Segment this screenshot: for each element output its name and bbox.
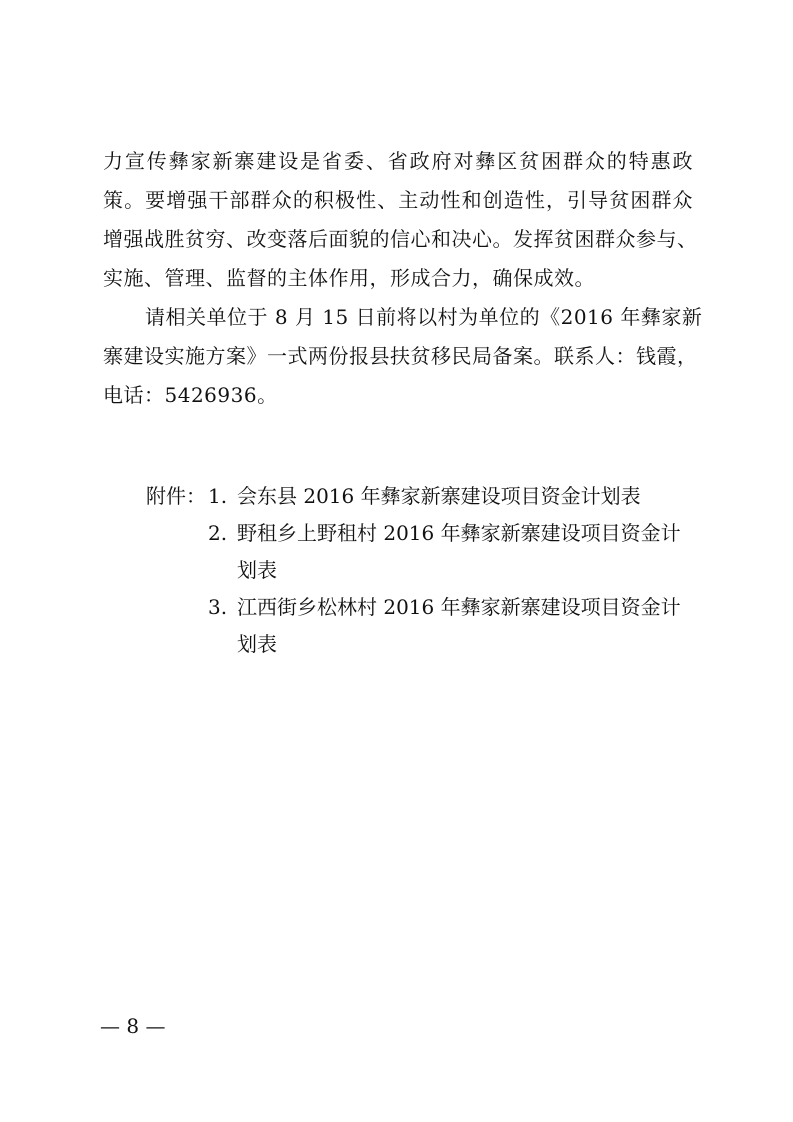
attachment-item bbox=[146, 515, 706, 552]
attachment-item bbox=[146, 589, 706, 626]
attachment-title: 会东县 2016 年彝家新寨建设项目资金计划表 bbox=[237, 484, 641, 508]
paragraph-line: 寨建设实施方案》一式两份报县扶贫移民局备案。联系人：钱霞， bbox=[103, 344, 698, 368]
attachment-item bbox=[146, 478, 706, 515]
attachments-label: 附件： bbox=[146, 484, 206, 508]
paragraph-line: 电话：5426936。 bbox=[103, 383, 278, 407]
page-number: — 8 — bbox=[100, 1014, 166, 1038]
attachment-title: 江西街乡松林村 2016 年彝家新寨建设项目资金计 bbox=[237, 595, 681, 619]
attachment-title-continued: 划表 bbox=[237, 558, 277, 582]
attachment-title-continued: 划表 bbox=[237, 632, 277, 656]
paragraph-line: 策。要增强干部群众的积极性、主动性和创造性，引导贫困群众 bbox=[103, 188, 693, 212]
paragraph-line: 实施、管理、监督的主体作用，形成合力，确保成效。 bbox=[103, 266, 595, 290]
paragraph-line: 请相关单位于 8 月 15 日前将以村为单位的《2016 年彝家新 bbox=[145, 305, 703, 329]
attachment-number: 3. bbox=[208, 595, 228, 619]
paragraph-line: 力宣传彝家新寨建设是省委、省政府对彝区贫困群众的特惠政 bbox=[103, 149, 693, 173]
body-text bbox=[103, 142, 703, 415]
attachment-number: 1. bbox=[208, 484, 228, 508]
attachment-item-continued bbox=[146, 552, 706, 589]
attachment-title: 野租乡上野租村 2016 年彝家新寨建设项目资金计 bbox=[237, 521, 681, 545]
attachment-item-continued bbox=[146, 626, 706, 663]
attachment-number: 2. bbox=[208, 521, 228, 545]
attachments-list bbox=[146, 478, 706, 663]
paragraph-line: 增强战胜贫穷、改变落后面貌的信心和决心。发挥贫困群众参与、 bbox=[103, 227, 698, 251]
